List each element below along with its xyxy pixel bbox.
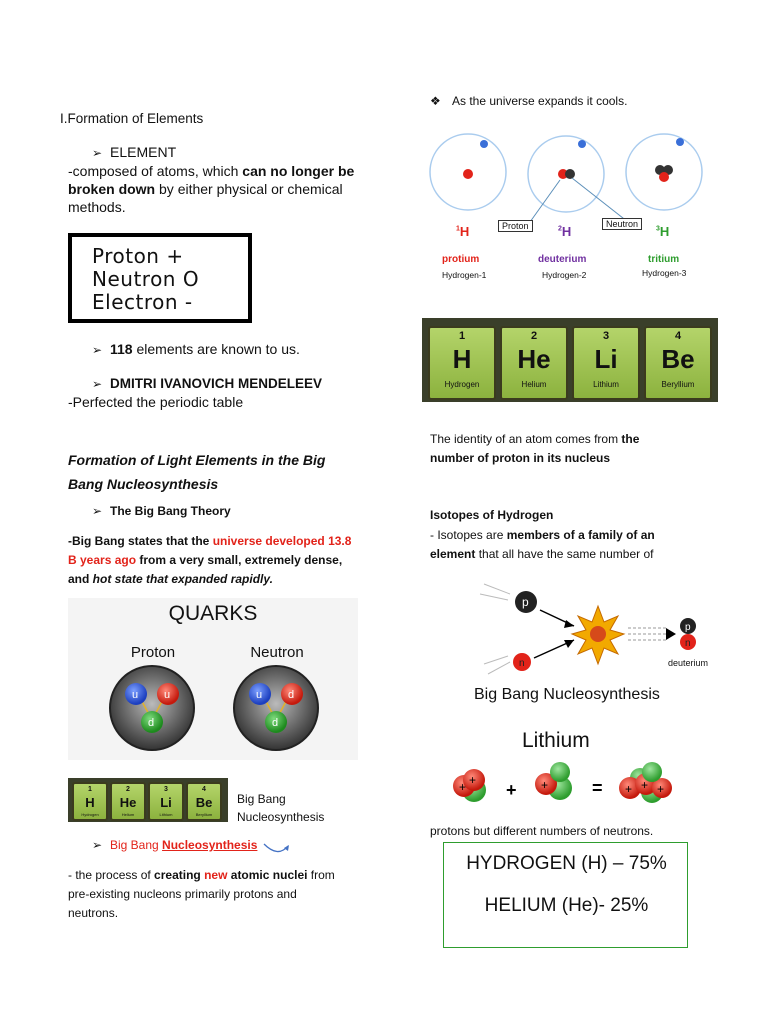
bbn-label: Big Bang xyxy=(110,838,163,852)
small-periodic-table xyxy=(68,778,228,822)
mendeleev-name: DMITRI IVANOVICH MENDELEEV xyxy=(110,376,323,391)
known-count: 118 xyxy=(110,341,133,357)
bbn-caption: Big Bang Nucleosynthesis xyxy=(474,686,660,703)
p-label: p xyxy=(522,595,529,609)
quark-u-label: u xyxy=(164,689,171,701)
cell-name: Helium xyxy=(521,380,547,389)
cell-symbol: Li xyxy=(160,795,172,810)
cell-symbol: He xyxy=(517,344,551,374)
known-text: elements are known to us. xyxy=(132,341,300,357)
iso-text-1: - Isotopes are xyxy=(430,528,507,542)
element-label: ELEMENT xyxy=(110,144,177,160)
svg-text:+: + xyxy=(625,782,633,796)
cell-lithium xyxy=(572,326,640,400)
lithium-title: Lithium xyxy=(522,729,590,752)
proton-label-box: Proton xyxy=(498,220,533,232)
charge-line-electron: Electron - xyxy=(92,290,193,314)
caption-line-1: Big Bang xyxy=(237,792,286,806)
element-def-bold: can no longer be broken down xyxy=(68,163,355,197)
arrow-bullet-icon: ➢ xyxy=(92,504,103,518)
isotopes-text xyxy=(430,526,730,564)
identity-bold-2: number of proton in its nucleus xyxy=(430,451,610,465)
lithium-equals: = xyxy=(592,778,603,798)
quark-u-label: u xyxy=(256,689,263,701)
quarks-diagram xyxy=(68,598,358,760)
quarks-neutron-label: Neutron xyxy=(250,644,304,661)
tritium-symbol: $^3$H xyxy=(656,224,670,239)
small-cell-he xyxy=(110,782,146,821)
proton-shell xyxy=(110,666,194,750)
svg-text:+: + xyxy=(459,780,467,794)
cell-number: 2 xyxy=(126,786,130,793)
known-elements-bullet xyxy=(92,341,300,357)
cell-symbol: Be xyxy=(195,795,213,810)
svg-text:+: + xyxy=(469,773,477,787)
small-cell-h xyxy=(72,782,108,821)
nucleus-a xyxy=(453,769,486,802)
cell-name: Lithium xyxy=(593,380,619,389)
caption-line-2: Nucleosynthesis xyxy=(237,810,325,824)
deuterium-caption: deuterium xyxy=(668,658,709,668)
cell-name: Helium xyxy=(121,812,135,817)
cell-number: 1 xyxy=(88,786,92,793)
mendeleev-bullet xyxy=(92,376,322,391)
protium-symbol: $^1$H xyxy=(456,224,470,239)
quarks-image xyxy=(68,598,358,760)
cell-number: 4 xyxy=(202,786,206,793)
process-text-2: from xyxy=(307,868,335,882)
neutron-label-box: Neutron xyxy=(602,218,642,230)
cell-number: 4 xyxy=(674,330,682,342)
section-title xyxy=(68,448,325,496)
element-bullet xyxy=(92,144,176,160)
quark-d-label: d xyxy=(288,689,295,701)
deuterium-label: deuterium xyxy=(538,254,587,265)
cell-symbol: Li xyxy=(594,344,618,374)
cell-name: Hydrogen xyxy=(444,380,480,389)
cell-number: 2 xyxy=(530,330,538,342)
iso-bold-1: members of a family of an xyxy=(506,528,655,542)
cell-name: Beryllium xyxy=(195,812,213,817)
element-def-text-2: by either physical or chemical methods. xyxy=(68,181,343,215)
tritium-label: tritium xyxy=(648,254,680,265)
lithium-diagram xyxy=(440,760,680,812)
cell-symbol: H xyxy=(85,795,95,810)
lithium-plus: + xyxy=(506,780,517,800)
small-cell-li xyxy=(148,782,184,821)
cell-helium xyxy=(500,326,568,400)
n-label: n xyxy=(685,638,691,649)
identity-text xyxy=(430,430,730,468)
section-title-line-2: Bang Nucleosynthesis xyxy=(68,476,219,492)
arrow-bullet-icon: ➢ xyxy=(92,838,103,852)
cell-symbol: H xyxy=(452,344,472,374)
hydrogen-abundance: HYDROGEN (H) – 75% xyxy=(466,853,667,874)
cell-hydrogen xyxy=(428,326,496,400)
iso-text-2: that all have the same number of xyxy=(475,547,654,561)
cools-text: As the universe expands it cools. xyxy=(452,94,628,108)
bbt-italic: hot state that expanded rapidly. xyxy=(92,572,273,586)
helium-abundance: HELIUM (He)- 25% xyxy=(484,895,649,916)
cell-beryllium xyxy=(644,326,712,400)
bbn-diagram xyxy=(470,570,720,720)
small-table-caption xyxy=(237,790,324,826)
deuterium-symbol: $^2$H xyxy=(558,224,572,239)
cools-bullet xyxy=(430,94,627,108)
cell-symbol: Be xyxy=(661,344,695,374)
arrow-bullet-icon: ➢ xyxy=(92,146,103,160)
hydrogen-isotopes-image xyxy=(422,132,712,292)
bbt-red-2: B years ago xyxy=(68,553,137,567)
nucleus-b xyxy=(535,762,572,800)
charge-line-proton: Proton + xyxy=(92,244,184,268)
quarks-proton-label: Proton xyxy=(130,644,176,661)
process-atomic: atomic nuclei xyxy=(230,868,308,882)
p-label: p xyxy=(685,622,691,633)
cell-number: 3 xyxy=(164,786,168,793)
cell-number: 1 xyxy=(458,330,466,342)
diamond-bullet-icon: ❖ xyxy=(430,94,441,108)
n-label: n xyxy=(519,658,525,669)
bbn-bullet xyxy=(92,838,257,852)
isotopes-title: Isotopes of Hydrogen xyxy=(430,508,554,522)
cell-number: 3 xyxy=(602,330,610,342)
big-bang-theory-text xyxy=(68,532,368,589)
process-text-1: - the process of xyxy=(68,868,155,882)
bbt-text-3: and xyxy=(68,572,93,586)
element-def-text: -composed of atoms, which xyxy=(68,163,243,179)
nucleus-li xyxy=(619,762,672,803)
svg-text:+: + xyxy=(641,778,649,792)
process-creating: creating xyxy=(154,868,201,882)
small-cell-be xyxy=(186,782,222,821)
quarks-title: QUARKS xyxy=(168,602,258,625)
big-bang-theory-label: The Big Bang Theory xyxy=(110,504,231,518)
quark-d-label: d xyxy=(272,717,279,729)
cell-name: Beryllium xyxy=(661,380,695,389)
identity-bold-1: the xyxy=(621,432,640,446)
process-new: new xyxy=(204,868,228,882)
hydrogen-1-label: Hydrogen-1 xyxy=(442,270,487,280)
process-text-3: pre-existing nucleons primarily protons and xyxy=(68,887,297,901)
arrow-bullet-icon: ➢ xyxy=(92,377,103,391)
svg-text:+: + xyxy=(541,778,549,792)
cell-name: Lithium xyxy=(159,812,173,817)
neutron-shell xyxy=(234,666,318,750)
big-bang-theory-bullet xyxy=(92,504,231,518)
quark-d-label: d xyxy=(148,717,155,729)
element-definition xyxy=(68,162,368,216)
cell-name: Hydrogen xyxy=(81,812,99,817)
process-text-4: neutrons. xyxy=(68,906,119,920)
identity-text-1: The identity of an atom comes from xyxy=(430,432,622,446)
bbn-underlined: Nucleosynthesis xyxy=(162,838,258,852)
charge-line-neutron: Neutron O xyxy=(92,267,200,291)
section-heading: I.Formation of Elements xyxy=(60,111,204,126)
quark-u-label: u xyxy=(132,689,139,701)
perfected-text: -Perfected the periodic table xyxy=(68,394,244,410)
curved-arrow-icon xyxy=(262,838,292,864)
bbt-text-2: from a very small, extremely dense, xyxy=(136,553,343,567)
section-title-line-1: Formation of Light Elements in the Big xyxy=(68,452,326,468)
charge-box xyxy=(68,233,252,323)
bbt-text-1: -Big Bang states that the xyxy=(68,534,213,548)
iso-bold-2: element xyxy=(430,547,476,561)
hydrogen-3-label: Hydrogen-3 xyxy=(642,268,687,278)
svg-text:+: + xyxy=(657,782,665,796)
cell-symbol: He xyxy=(119,795,137,810)
hydrogen-2-label: Hydrogen-2 xyxy=(542,270,587,280)
process-text xyxy=(68,866,368,923)
isotopes-tail-text: protons but different numbers of neutrons. xyxy=(430,824,654,838)
protium-label: protium xyxy=(442,254,480,265)
abundance-box xyxy=(443,842,688,948)
arrow-bullet-icon: ➢ xyxy=(92,343,103,357)
bbt-red-1: universe developed 13.8 xyxy=(212,534,352,548)
periodic-table-strip xyxy=(422,318,718,402)
